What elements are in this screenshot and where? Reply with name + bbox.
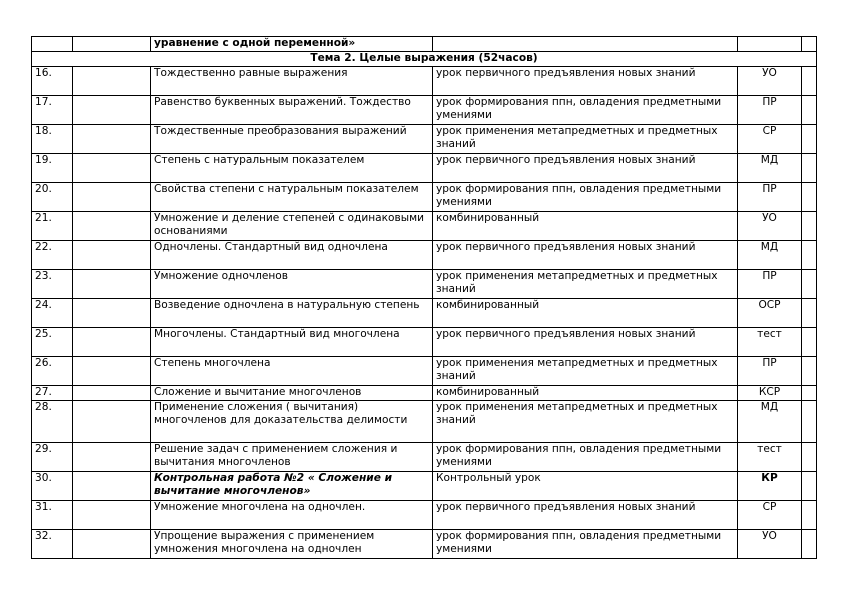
lesson-plan-table [31,36,817,559]
cell-lesson: Решение задач с применением сложения и вычитания многочленов [151,443,433,472]
cell-extra [802,183,817,212]
cell-control: тест [738,443,802,472]
table-row [32,154,817,183]
table-row-topic [32,52,817,67]
cell-num: 18. [32,125,73,154]
cell-num: 24. [32,299,73,328]
cell-extra [802,472,817,501]
cell-lesson: Умножение одночленов [151,270,433,299]
cell-lesson: Тождественные преобразования выражений [151,125,433,154]
cell-control: КР [738,472,802,501]
cell-type: урок формирования ппн, овладения предметными умениями [433,530,738,559]
cell-num: 22. [32,241,73,270]
cell-num: 27. [32,386,73,401]
cell-lesson: Многочлены. Стандартный вид многочлена [151,328,433,357]
cell-control: ПР [738,96,802,125]
cell-date [73,386,151,401]
cell-num: 23. [32,270,73,299]
cell-num: 32. [32,530,73,559]
cell-lesson: Умножение и деление степеней с одинаковыми основаниями [151,212,433,241]
cell-num: 26. [32,357,73,386]
cell-extra [802,299,817,328]
cell-extra [802,386,817,401]
cell-type: урок первичного предъявления новых знаний [433,501,738,530]
table-row [32,125,817,154]
table-row [32,299,817,328]
cell-num: 29. [32,443,73,472]
cell-extra [802,501,817,530]
cell-extra [802,37,817,52]
cell-type: урок применения метапредметных и предметных знаний [433,401,738,443]
cell-type: урок применения метапредметных и предметных знаний [433,357,738,386]
table-row [32,212,817,241]
table-row [32,530,817,559]
cell-control: тест [738,328,802,357]
cell-lesson: Степень многочлена [151,357,433,386]
cell-lesson: Сложение и вычитание многочленов [151,386,433,401]
cell-lesson: Свойства степени с натуральным показателем [151,183,433,212]
cell-date [73,328,151,357]
table-row [32,241,817,270]
cell-extra [802,270,817,299]
cell-num: 21. [32,212,73,241]
cell-control: ПР [738,183,802,212]
cell-control: УО [738,67,802,96]
cell-date [73,125,151,154]
cell-date [73,501,151,530]
cell-num [32,37,73,52]
table-row [32,472,817,501]
cell-lesson: Степень с натуральным показателем [151,154,433,183]
cell-type: урок первичного предъявления новых знаний [433,67,738,96]
cell-extra [802,357,817,386]
cell-extra [802,241,817,270]
table-row [32,67,817,96]
cell-type: комбинированный [433,386,738,401]
cell-lesson: Одночлены. Стандартный вид одночлена [151,241,433,270]
cell-type: урок первичного предъявления новых знаний [433,328,738,357]
table-row [32,501,817,530]
table-row-continuation [32,37,817,52]
cell-num: 19. [32,154,73,183]
cell-type: урок формирования ппн, овладения предметными умениями [433,96,738,125]
cell-lesson: уравнение с одной переменной» [151,37,433,52]
cell-lesson: Равенство буквенных выражений. Тождество [151,96,433,125]
cell-lesson: Контрольная работа №2 « Сложение и вычитание многочленов» [151,472,433,501]
cell-date [73,67,151,96]
cell-date [73,212,151,241]
cell-date [73,37,151,52]
cell-type: урок первичного предъявления новых знаний [433,241,738,270]
cell-lesson: Возведение одночлена в натуральную степень [151,299,433,328]
cell-num: 30. [32,472,73,501]
cell-extra [802,125,817,154]
table-row [32,270,817,299]
cell-type [433,37,738,52]
cell-control: МД [738,401,802,443]
cell-num: 25. [32,328,73,357]
cell-control: МД [738,241,802,270]
cell-control: УО [738,212,802,241]
cell-type: Контрольный урок [433,472,738,501]
cell-extra [802,67,817,96]
cell-extra [802,401,817,443]
table-row [32,443,817,472]
cell-type: урок применения метапредметных и предметных знаний [433,125,738,154]
cell-control: МД [738,154,802,183]
cell-extra [802,530,817,559]
table-row [32,386,817,401]
cell-date [73,443,151,472]
cell-date [73,299,151,328]
table-row [32,96,817,125]
table-row [32,401,817,443]
cell-control [738,37,802,52]
cell-num: 31. [32,501,73,530]
cell-lesson: Тождественно равные выражения [151,67,433,96]
cell-type: урок первичного предъявления новых знаний [433,154,738,183]
cell-extra [802,328,817,357]
cell-type: урок формирования ппн, овладения предметными умениями [433,443,738,472]
cell-date [73,183,151,212]
cell-type: урок применения метапредметных и предметных знаний [433,270,738,299]
topic-heading: Тема 2. Целые выражения (52часов) [32,52,817,67]
cell-control: СР [738,501,802,530]
cell-date [73,530,151,559]
cell-date [73,472,151,501]
cell-num: 17. [32,96,73,125]
cell-control: УО [738,530,802,559]
table-row [32,357,817,386]
cell-extra [802,96,817,125]
cell-num: 20. [32,183,73,212]
cell-date [73,401,151,443]
cell-date [73,96,151,125]
cell-lesson: Применение сложения ( вычитания) многочленов для доказательства делимости [151,401,433,443]
cell-extra [802,443,817,472]
cell-date [73,241,151,270]
cell-type: урок формирования ппн, овладения предметными умениями [433,183,738,212]
cell-date [73,270,151,299]
cell-control: ОСР [738,299,802,328]
cell-num: 28. [32,401,73,443]
cell-type: комбинированный [433,299,738,328]
table-row [32,183,817,212]
cell-date [73,154,151,183]
cell-date [73,357,151,386]
cell-control: КСР [738,386,802,401]
cell-extra [802,154,817,183]
cell-lesson: Упрощение выражения с применением умножения многочлена на одночлен [151,530,433,559]
cell-control: ПР [738,357,802,386]
table-row [32,328,817,357]
cell-lesson: Умножение многочлена на одночлен. [151,501,433,530]
cell-control: СР [738,125,802,154]
cell-extra [802,212,817,241]
cell-type: комбинированный [433,212,738,241]
cell-num: 16. [32,67,73,96]
cell-control: ПР [738,270,802,299]
